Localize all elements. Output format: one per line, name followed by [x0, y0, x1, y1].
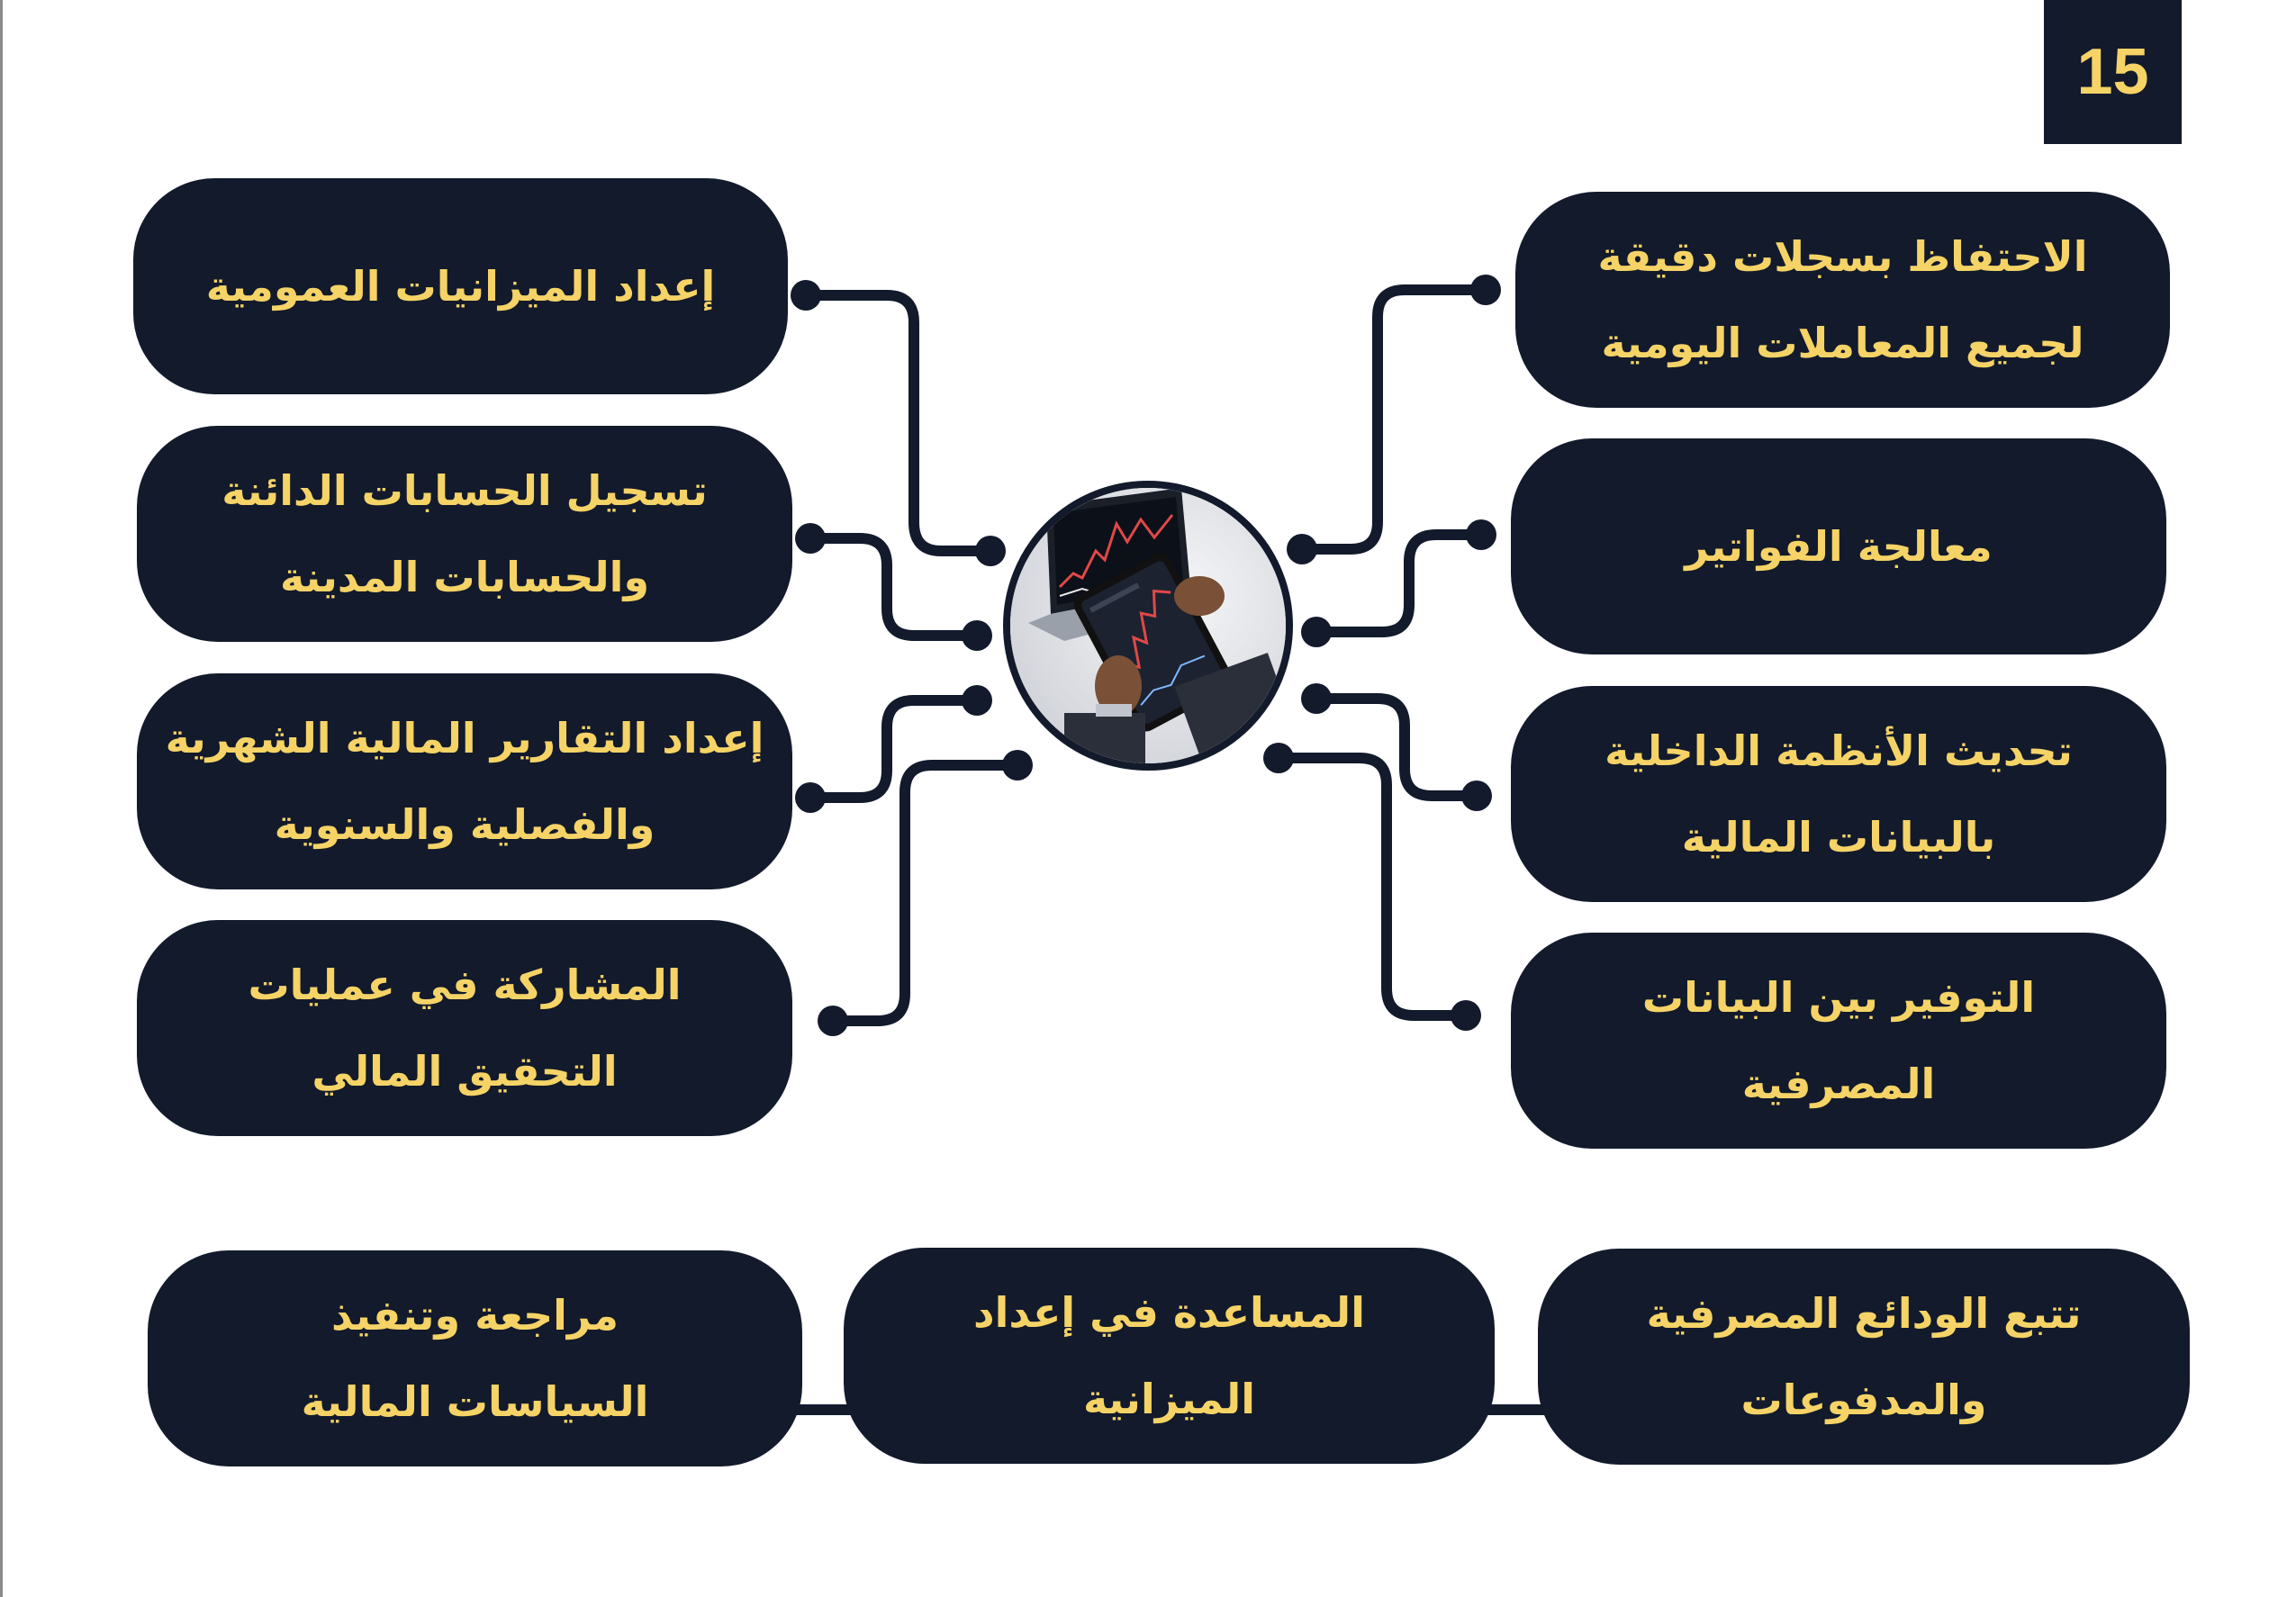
- task-line: لجميع المعاملات اليومية: [1601, 319, 2084, 367]
- hub-image: [1003, 481, 1293, 771]
- task-line: تسجيل الحسابات الدائنة: [221, 466, 708, 515]
- task-node-update-systems: [1511, 686, 2166, 902]
- task-line: مراجعة وتنفيذ: [331, 1291, 619, 1340]
- task-line: تحديث الأنظمة الداخلية: [1604, 726, 2073, 775]
- task-line: والحسابات المدينة: [279, 553, 650, 601]
- wire-left-4: [833, 765, 1017, 1021]
- task-node-bank-reconciliation: [1511, 933, 2166, 1149]
- task-line: التوفير بين البيانات: [1641, 973, 2036, 1022]
- task-node-financial-reports: [137, 673, 792, 889]
- task-line: تتبع الودائع المصرفية: [1646, 1289, 2082, 1338]
- task-line: السياسات المالية: [301, 1377, 649, 1426]
- wire-left-3: [810, 700, 977, 798]
- task-node-deposit-tracking: [1538, 1249, 2190, 1465]
- page-number: 15: [2076, 36, 2149, 108]
- task-line: والفصلية والسنوية: [274, 800, 655, 849]
- task-line: معالجة الفواتير: [1685, 522, 1993, 571]
- task-node-daily-records: [1515, 192, 2170, 408]
- task-node-financial-policies: [148, 1250, 802, 1466]
- task-line: التحقيق المالي: [312, 1047, 618, 1096]
- wire-right-1: [1302, 290, 1486, 549]
- task-line: إعداد التقارير المالية الشهرية: [165, 714, 764, 762]
- task-node-invoice-processing: [1511, 438, 2166, 654]
- task-node-budget-assistance: [844, 1248, 1495, 1464]
- task-line: بالبيانات المالية: [1681, 813, 1996, 862]
- task-line: المساعدة في إعداد: [973, 1288, 1365, 1337]
- task-node-audit-participation: [137, 920, 792, 1136]
- task-line: إعداد الميزانيات العمومية: [205, 262, 716, 311]
- task-line: والمدفوعات: [1740, 1376, 1987, 1424]
- task-node-balance-sheets: [133, 178, 788, 394]
- wire-left-1: [806, 295, 990, 551]
- wire-right-3: [1316, 699, 1477, 796]
- task-line: المشاركة في عمليات: [248, 961, 682, 1009]
- task-line: المصرفية: [1741, 1060, 1936, 1108]
- task-node-payables-receivables: [137, 426, 792, 642]
- task-line: الاحتفاظ بسجلات دقيقة: [1597, 232, 2088, 281]
- task-line: الميزانية: [1083, 1375, 1255, 1423]
- tablet-chart-illustration: [1010, 488, 1286, 763]
